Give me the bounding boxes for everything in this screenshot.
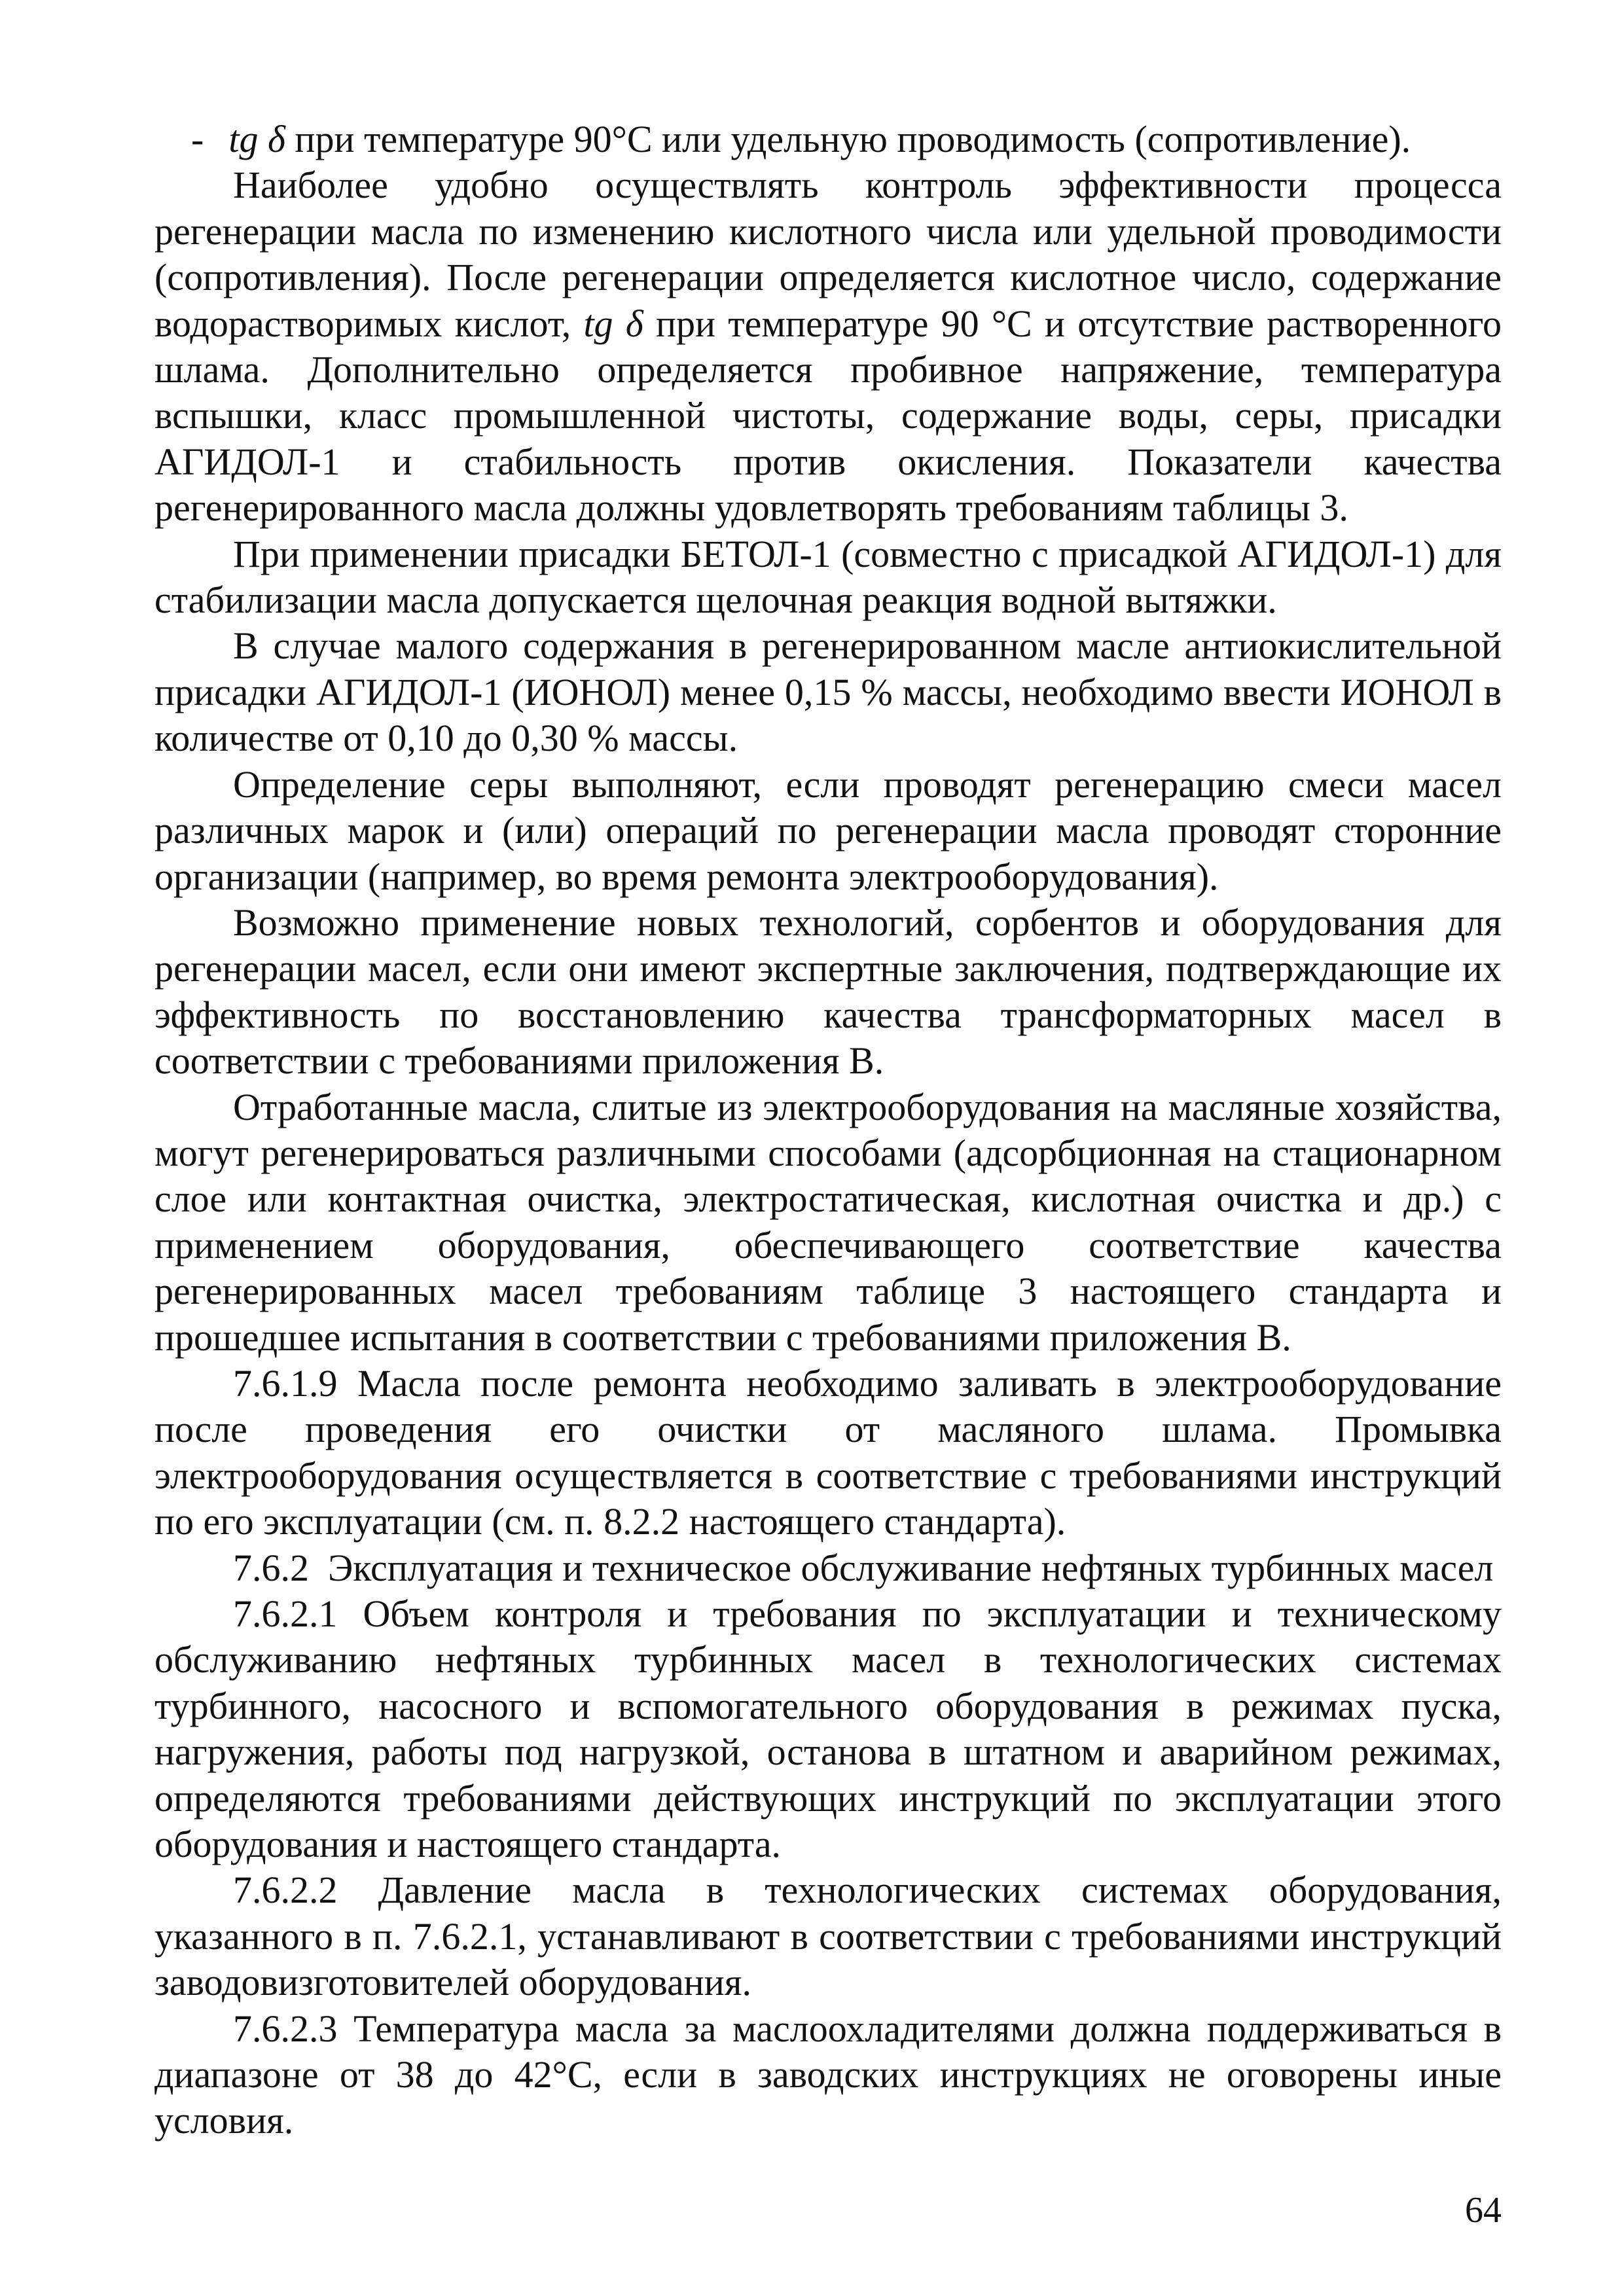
section-heading-7-6-2 xyxy=(154,1545,1502,1591)
paragraph-waste-oils xyxy=(154,1085,1502,1361)
paragraph-7-6-2-3 xyxy=(154,2006,1502,2144)
paragraph-new-technologies xyxy=(154,900,1502,1085)
paragraph-text: 7.6.2.2 Давление масла в технологических системах оборудования, указанного в п. 7.6.2.1, устанавливают в соответствии с требованиями инструкций заводовизготовителей оборудования. xyxy=(154,1869,1502,2004)
paragraph-dash-item xyxy=(154,117,1502,162)
tg-delta-term: tg δ xyxy=(583,302,643,345)
paragraph-sulfur xyxy=(154,762,1502,900)
paragraph-text: При применении присадки БЕТОЛ-1 (совместно с присадкой АГИДОЛ-1) для стабилизации масла допускается щелочная реакция водной вытяжки. xyxy=(154,532,1502,622)
paragraph-betol xyxy=(154,531,1502,624)
paragraph-text-continued: при температуре 90 °С и отсутствие растворенного шлама. Дополнительно определяется пробивное напряжение, температура вспышки, класс промышленной чистоты, содержание воды, серы, присадки АГИДОЛ-1 и стабильность против окисления. Показатели качества регенерированного масла должны удовлетворять требованиям таблицы 3. xyxy=(154,302,1502,529)
paragraph-7-6-2-2 xyxy=(154,1867,1502,2005)
paragraph-agidol xyxy=(154,623,1502,761)
paragraph-text: 7.6.1.9 Масла после ремонта необходимо заливать в электрооборудование после проведения его очистки от масляного шлама. Промывка электрооборудования осуществляется в соответствие с требованиями инструкций по его эксплуатации (см. п. 8.2.2 настоящего стандарта). xyxy=(154,1361,1502,1543)
page-number: 64 xyxy=(1465,2190,1502,2231)
section-heading-text: 7.6.2 Эксплуатация и техническое обслуживание нефтяных турбинных масел xyxy=(233,1546,1494,1589)
paragraph-text: Отработанные масла, слитые из электрооборудования на масляные хозяйства, могут регенерироваться различными способами (адсорбционная на стационарном слое или контактная очистка, электростатическая, кислотная очистка и др.) с применением оборудования, обеспечивающего соответствие качества регенерированных масел требованиям таблице 3 настоящего стандарта и прошедшее испытания в соответствии с требованиями приложения В. xyxy=(154,1085,1502,1359)
paragraph-7-6-1-9 xyxy=(154,1361,1502,1545)
document-body xyxy=(154,117,1502,2144)
paragraph-text: В случае малого содержания в регенерированном масле антиокислительной присадки АГИДОЛ-1 (ИОНОЛ) менее 0,15 % массы, необходимо ввести ИОНОЛ в количестве от 0,10 до 0,30 % массы. xyxy=(154,624,1502,760)
paragraph-regeneration-control xyxy=(154,162,1502,531)
tg-delta-term: tg δ xyxy=(228,118,285,160)
paragraph-text: при температуре 90°С или удельную проводимость (сопротивление). xyxy=(285,118,1411,160)
paragraph-7-6-2-1 xyxy=(154,1591,1502,1867)
paragraph-text: Наиболее удобно осуществлять контроль эффективности процесса регенерации масла по изменению кислотного числа или удельной проводимости (сопротивления). После регенерации определяется кислотное число, содержание водорастворимых кислот, xyxy=(154,164,1502,345)
paragraph-text: Определение серы выполняют, если проводят регенерацию смеси масел различных марок и (или) операций по регенерации масла проводят сторонние организации (например, во время ремонта электрооборудования). xyxy=(154,762,1502,898)
dash-marker: - xyxy=(191,118,204,160)
paragraph-text: 7.6.2.3 Температура масла за маслоохладителями должна поддерживаться в диапазоне от 38 до 42°С, если в заводских инструкциях не оговорены иные условия. xyxy=(154,2007,1502,2142)
paragraph-text: 7.6.2.1 Объем контроля и требования по эксплуатации и техническому обслуживанию нефтяных турбинных масел в технологических системах турбинного, насосного и вспомогательного оборудования в режимах пуска, нагружения, работы под нагрузкой, останова в штатном и аварийном режимах, определяются требованиями действующих инструкций по эксплуатации этого оборудования и настоящего стандарта. xyxy=(154,1592,1502,1866)
paragraph-text: Возможно применение новых технологий, сорбентов и оборудования для регенерации масел, если они имеют экспертные заключения, подтверждающие их эффективность по восстановлению качества трансформаторных масел в соответствии с требованиями приложения В. xyxy=(154,901,1502,1083)
